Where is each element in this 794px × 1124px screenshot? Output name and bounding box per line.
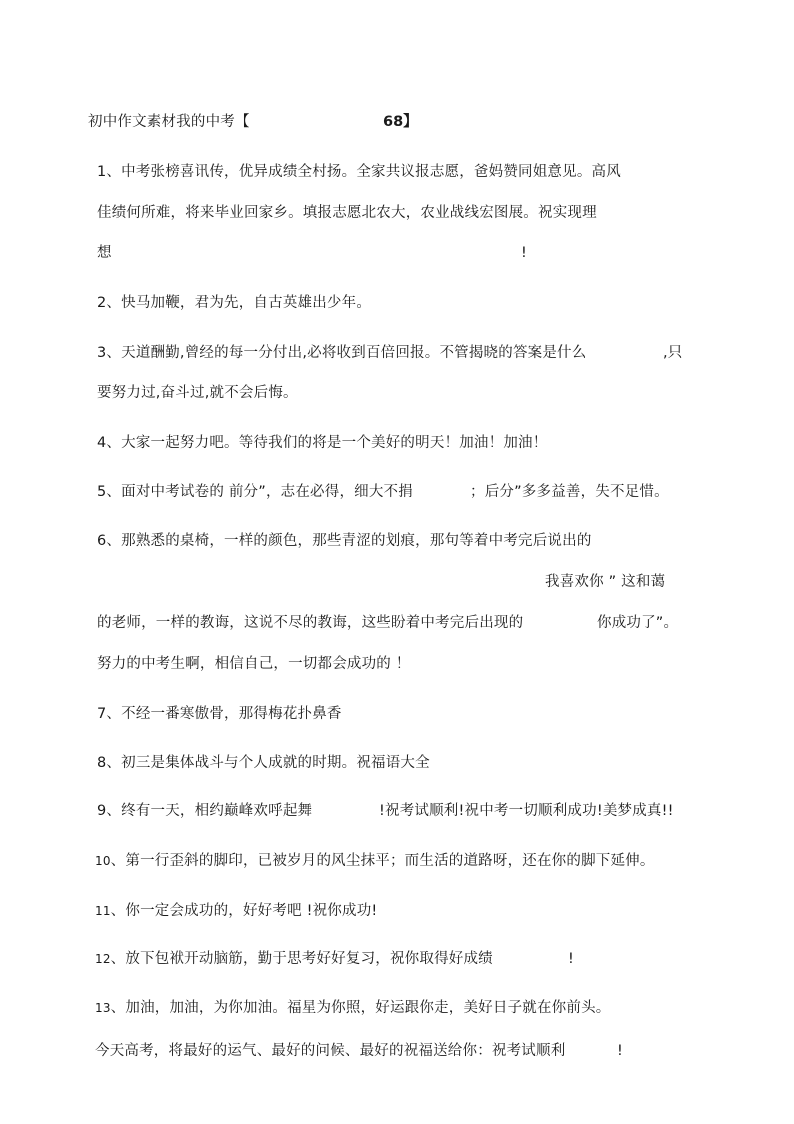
item-1-line-1: 1、中考张榜喜讯传，优异成绩全村扬。全家共议报志愿，爸妈赞同姐意见。高风: [97, 164, 621, 180]
item-7: 7、不经一番寒傲骨，那得梅花扑鼻香: [97, 706, 342, 722]
item-3-line-1b: ,只: [663, 345, 683, 361]
item-13-text: 、加油，加油，为你加油。福星为你照，好运跟你走，美好日子就在你前头。: [110, 1000, 611, 1016]
item-9a: 9、终有一天，相约巅峰欢呼起舞: [97, 803, 313, 819]
item-6-line-1: 6、那熟悉的桌椅，一样的颜色，那些青涩的划痕，那句等着中考完后说出的: [97, 533, 592, 549]
item-1-line-3a: 想: [97, 245, 112, 261]
item-13: [95, 998, 610, 1018]
item-6-line-3b: 你成功了”。: [597, 615, 679, 631]
item-3-line-1a: 3、天道酬勤,曾经的每一分付出,必将收到百倍回报。不管揭晓的答案是什么: [97, 345, 587, 361]
item-13-number: 13: [95, 1001, 111, 1015]
page-title-number: 68】: [383, 114, 418, 130]
item-6-line-4: 努力的中考生啊，相信自己，一切都会成功的 ！: [97, 656, 411, 672]
item-12-end: !: [568, 951, 575, 967]
item-12: [95, 949, 493, 969]
item-12-text: 、放下包袱开动脑筋，勤于思考好好复习，祝你取得好成绩: [110, 951, 493, 967]
item-6-line-3a: 的老师，一样的教诲，这说不尽的教诲，这些盼着中考完后出现的: [97, 615, 524, 631]
item-9b: !祝考试顺利!祝中考一切顺利成功!美梦成真!!: [379, 803, 674, 819]
item-8: 8、初三是集体战斗与个人成就的时期。祝福语大全: [97, 755, 430, 771]
item-11: [95, 901, 377, 921]
item-10: [95, 851, 655, 871]
item-3-line-2: 要努力过,奋斗过,就不会后悔。: [97, 385, 298, 401]
item-14a: 今天高考，将最好的运气、最好的问候、最好的祝福送给你：祝考试顺利: [95, 1043, 566, 1059]
item-1-line-2: 佳绩何所难，将来毕业回家乡。填报志愿北农大，农业战线宏图展。祝实现理: [97, 205, 597, 221]
item-11-number: 11: [95, 904, 111, 918]
item-10-number: 10: [95, 854, 111, 868]
item-5a: 5、面对中考试卷的 前分”，志在必得，细大不捐: [97, 484, 413, 500]
item-11-text: 、你一定会成功的，好好考吧 !祝你成功!: [110, 903, 378, 919]
item-4: 4、大家一起努力吧。等待我们的将是一个美好的明天！加油！加油！: [97, 435, 548, 451]
item-1-line-3b: !: [521, 245, 528, 261]
page-title-text: 初中作文素材我的中考【: [88, 114, 250, 130]
item-10-text: 、第一行歪斜的脚印，已被岁月的风尘抹平；而生活的道路呀，还在你的脚下延伸。: [110, 853, 655, 869]
item-12-number: 12: [95, 952, 111, 966]
item-14b: !: [617, 1043, 624, 1059]
item-6-line-2: 我喜欢你 ” 这和蔼: [545, 574, 666, 590]
item-2: 2、快马加鞭，君为先，自古英雄出少年。: [97, 295, 372, 311]
page-title: [88, 112, 250, 132]
item-5b: ；后分”多多益善，失不足惜。: [470, 484, 669, 500]
